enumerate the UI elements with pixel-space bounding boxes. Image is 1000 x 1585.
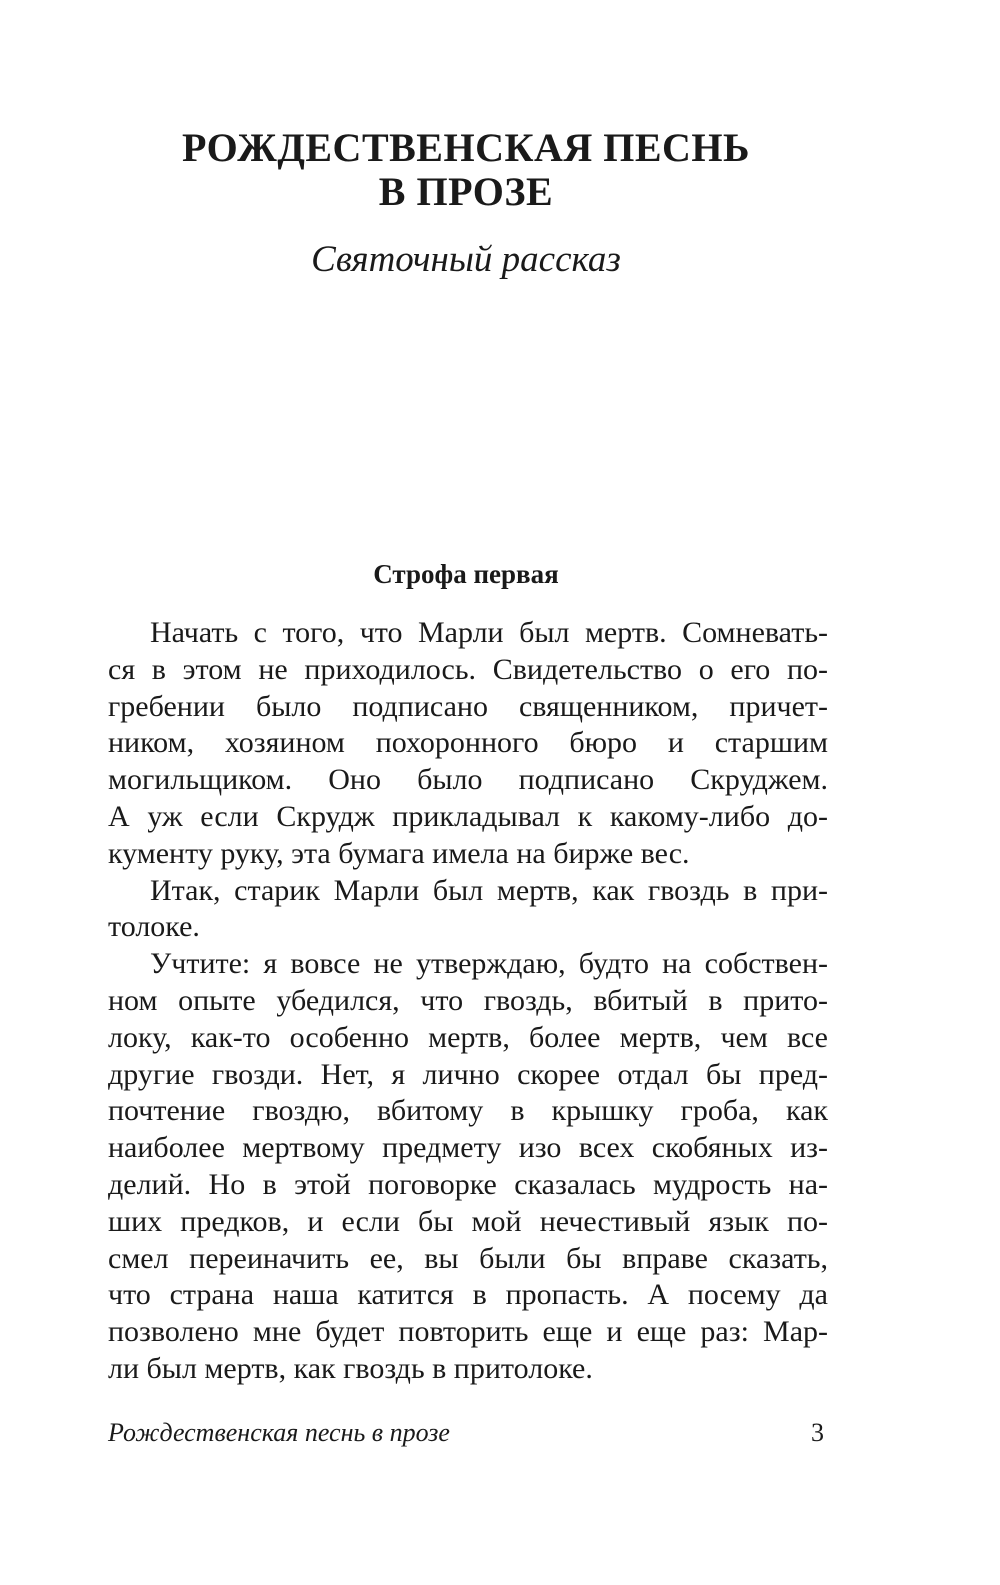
text-line: локу, как-то особенно мертв, более мертв, чем все: [108, 1020, 828, 1054]
text-line: ном опыте убедился, что гвоздь, вбитый в прито-: [108, 983, 828, 1017]
text-line: кументу руку, эта бумага имела на бирже вес.: [108, 836, 690, 870]
text-line: что страна наша катится в пропасть. А посему да: [108, 1278, 828, 1312]
text-line: смел переиначить ее, вы были бы вправе сказать,: [108, 1241, 828, 1275]
text-line: делий. Но в этой поговорке сказалась мудрость на-: [108, 1167, 828, 1201]
text-line: наиболее мертвому предмету изо всех скобяных из-: [108, 1131, 828, 1165]
text-line: гребении было подписано священником, причет-: [108, 689, 828, 723]
text-line: А уж если Скрудж прикладывал к какому-либо до-: [108, 799, 828, 833]
book-title-line-1: РОЖДЕСТВЕНСКАЯ ПЕСНЬ: [181, 125, 750, 170]
text-line: ли был мертв, как гвоздь в притолоке.: [108, 1351, 593, 1385]
chapter-heading: Строфа первая: [373, 559, 559, 589]
text-line: Начать с того, что Марли был мертв. Сомневать-: [150, 616, 828, 649]
book-subtitle: Святочный рассказ: [311, 239, 621, 280]
text-line: могильщиком. Оно было подписано Скруджем.: [108, 763, 828, 797]
text-line: Итак, старик Марли был мертв, как гвоздь в при-: [150, 873, 828, 907]
book-title-line-2: В ПРОЗЕ: [378, 169, 554, 214]
text-line: ших предков, и если бы мой нечестивый язык по-: [108, 1204, 828, 1238]
text-line: ся в этом не приходилось. Свидетельство о его по-: [108, 652, 828, 686]
text-line: позволено мне будет повторить еще и еще раз: Мар-: [108, 1315, 828, 1349]
text-line: толоке.: [108, 910, 200, 944]
text-line: почтение гвоздю, вбитому в крышку гроба, как: [108, 1094, 828, 1128]
text-line: другие гвозди. Нет, я лично скорее отдал бы пред-: [108, 1057, 828, 1091]
page-number: 3: [811, 1418, 824, 1447]
page-footer: [108, 1416, 828, 1450]
text-line: ником, хозяином похоронного бюро и старшим: [108, 726, 828, 760]
body-text: [108, 615, 828, 1388]
running-title: Рождественская песнь в прозе: [108, 1418, 450, 1447]
text-line: Учтите: я вовсе не утверждаю, будто на собствен-: [150, 947, 828, 981]
